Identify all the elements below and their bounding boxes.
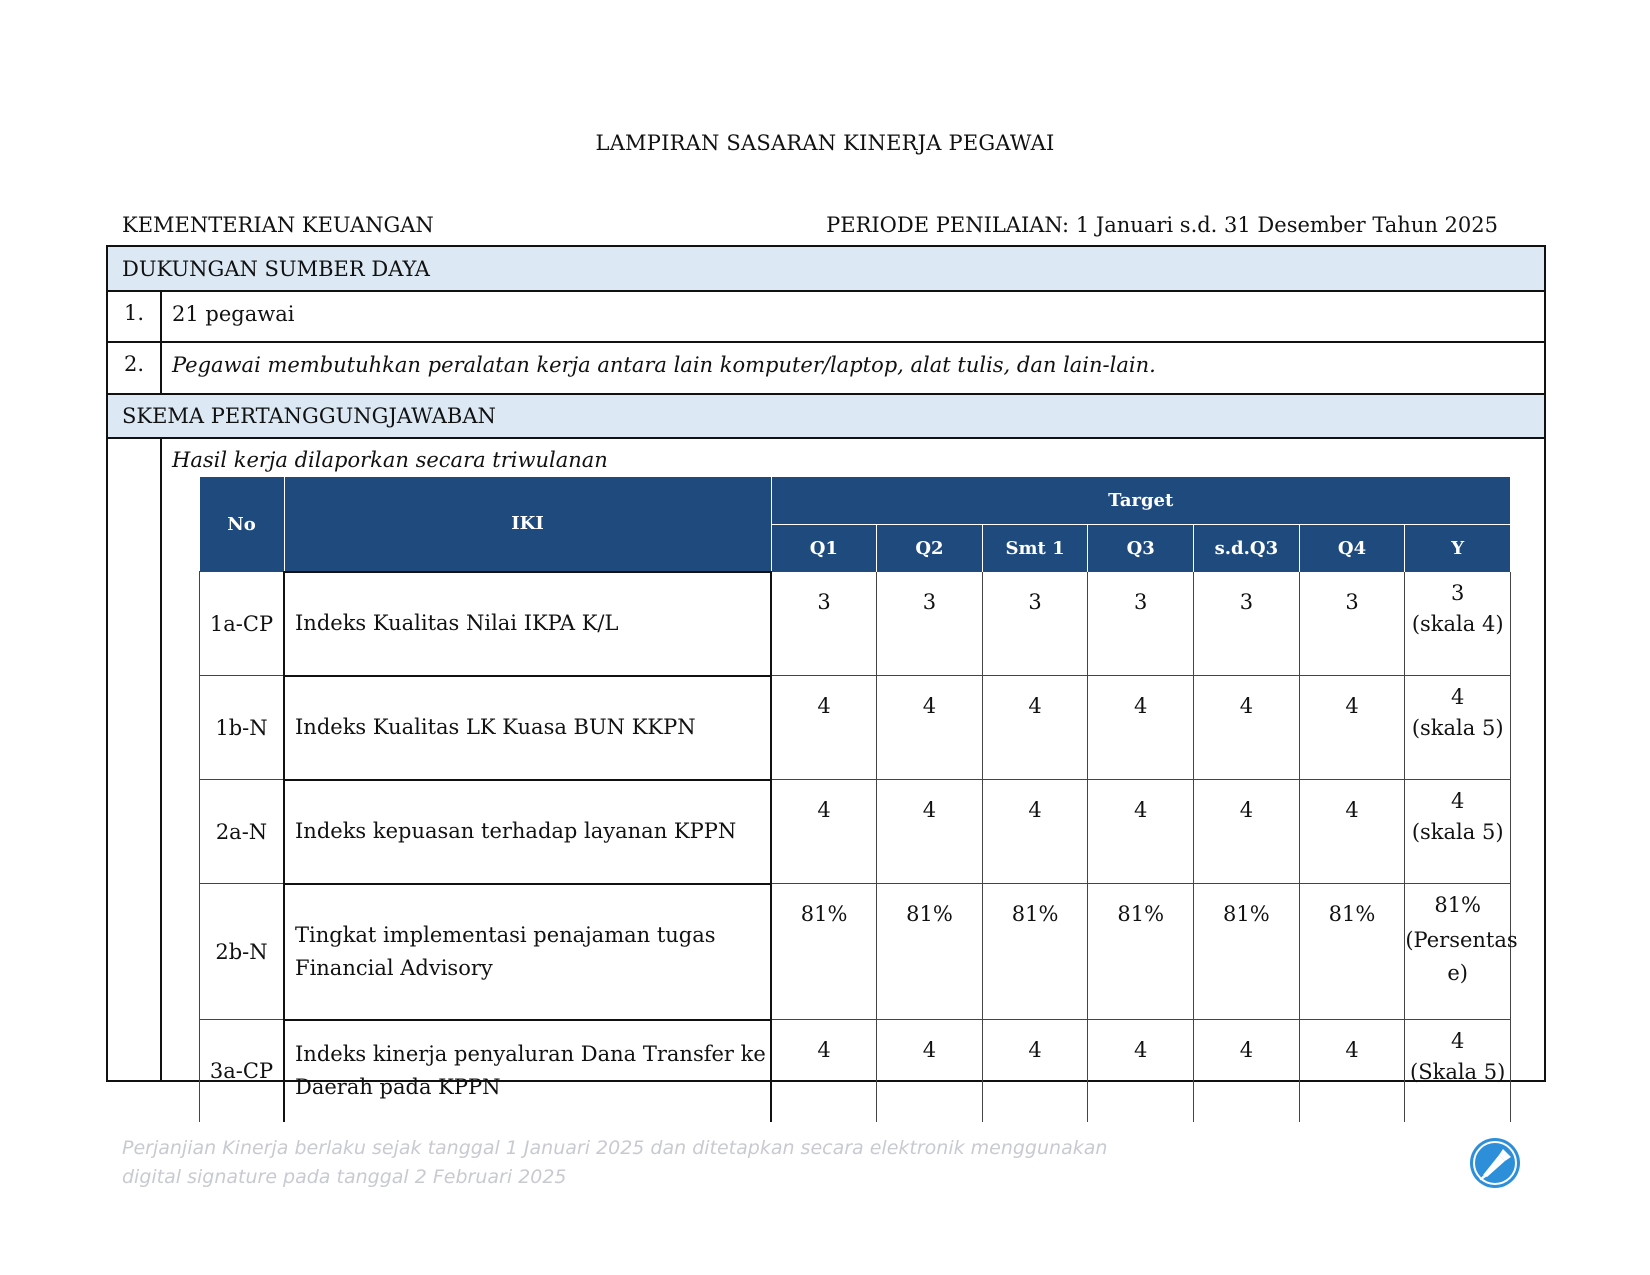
column-header-iki: IKI (284, 477, 771, 572)
footer-line: digital signature pada tanggal 2 Februari 2025 (122, 1166, 567, 1188)
target-value: 4 (877, 1020, 983, 1123)
annual-target-cell (1405, 780, 1511, 884)
column-header-period: Q2 (877, 525, 983, 572)
annual-target-scale: (skala 5) (1411, 820, 1504, 844)
skema-gutter (108, 439, 162, 1080)
annual-target-cell (1405, 884, 1518, 1020)
page-title: LAMPIRAN SASARAN KINERJA PEGAWAI (595, 131, 1055, 155)
skema-body (108, 439, 1544, 1100)
target-value: 3 (877, 572, 983, 676)
target-value: 3 (982, 572, 1088, 676)
row-number: 3a-CP (200, 1020, 285, 1123)
section-heading-dukungan: DUKUNGAN SUMBER DAYA (108, 247, 1544, 292)
table-row (200, 780, 1511, 884)
column-header-period: Smt 1 (982, 525, 1088, 572)
target-value: 4 (1194, 780, 1300, 884)
table-row (200, 676, 1511, 780)
column-header-period: Y (1405, 525, 1511, 572)
target-value: 81% (1299, 884, 1405, 1020)
target-value: 4 (1088, 676, 1194, 780)
target-value: 81% (1088, 884, 1194, 1020)
target-value: 4 (877, 676, 983, 780)
row-indicator-line: Daerah pada KPPN (295, 1075, 501, 1100)
target-value: 3 (771, 572, 877, 676)
target-value: 4 (1194, 676, 1300, 780)
row-indicator: Indeks Kualitas LK Kuasa BUN KKPN (284, 676, 771, 780)
column-header-target: Target (771, 477, 1511, 525)
dukungan-row (108, 292, 1544, 343)
row-indicator: Indeks Kualitas Nilai IKPA K/L (284, 572, 771, 676)
target-value: 3 (1088, 572, 1194, 676)
target-value: 81% (1194, 884, 1300, 1020)
dukungan-row-number: 1. (108, 292, 162, 341)
assessment-period: PERIODE PENILAIAN: 1 Januari s.d. 31 Desember Tahun 2025 (826, 213, 1498, 237)
target-value: 81% (982, 884, 1088, 1020)
annual-target-value: 3 (1450, 581, 1465, 605)
column-header-period: Q4 (1299, 525, 1405, 572)
column-header-period: Q3 (1088, 525, 1194, 572)
target-value: 81% (877, 884, 983, 1020)
target-value: 4 (1088, 780, 1194, 884)
annual-target-value: 4 (1450, 789, 1465, 813)
column-header-period: s.d.Q3 (1194, 525, 1300, 572)
column-header-period: Q1 (771, 525, 877, 572)
dukungan-row-text: 21 pegawai (172, 302, 295, 326)
row-indicator (284, 1020, 771, 1123)
annual-target-value: 4 (1450, 1029, 1465, 1053)
annual-target-scale: (skala 4) (1411, 612, 1504, 636)
annual-target-value: 81% (1434, 893, 1482, 917)
target-value: 4 (982, 1020, 1088, 1123)
target-value: 4 (1299, 1020, 1405, 1123)
row-indicator-line: Financial Advisory (295, 955, 493, 980)
annual-target-scale: (skala 5) (1411, 716, 1504, 740)
organization-name: KEMENTERIAN KEUANGAN (122, 213, 434, 237)
pen-nib-signature-icon (1469, 1137, 1521, 1189)
row-indicator-line: Indeks kinerja penyaluran Dana Transfer ke (295, 1042, 766, 1067)
target-value: 81% (771, 884, 877, 1020)
target-value: 3 (1194, 572, 1300, 676)
row-number: 1a-CP (200, 572, 285, 676)
annual-target-scale: e) (1447, 961, 1468, 985)
target-table (199, 477, 1518, 1122)
annual-target-scale: (Skala 5) (1410, 1060, 1506, 1084)
table-row (200, 884, 1511, 1020)
row-indicator: Indeks kepuasan terhadap layanan KPPN (284, 780, 771, 884)
reporting-note: Hasil kerja dilaporkan secara triwulanan (172, 448, 608, 472)
annual-target-cell (1405, 572, 1511, 676)
row-indicator-line: Tingkat implementasi penajaman tugas (295, 922, 716, 947)
table-row (200, 572, 1511, 676)
row-indicator (284, 884, 771, 1020)
section-heading-skema: SKEMA PERTANGGUNGJAWABAN (108, 395, 1544, 439)
row-number: 1b-N (200, 676, 285, 780)
annual-target-value: 4 (1450, 685, 1465, 709)
dukungan-row-number: 2. (108, 343, 162, 393)
attachment-frame (106, 245, 1546, 1100)
target-value: 4 (982, 676, 1088, 780)
footer-note (122, 1134, 1107, 1192)
target-value: 4 (771, 780, 877, 884)
target-value: 4 (1194, 1020, 1300, 1123)
annual-target-cell (1405, 676, 1511, 780)
row-number: 2b-N (200, 884, 285, 1020)
row-number: 2a-N (200, 780, 285, 884)
dukungan-row (108, 343, 1544, 395)
target-value: 4 (771, 676, 877, 780)
table-row (200, 1020, 1511, 1123)
target-value: 4 (1299, 780, 1405, 884)
target-value: 4 (771, 1020, 877, 1123)
annual-target-scale: (Persentas (1405, 928, 1518, 952)
target-value: 4 (1299, 676, 1405, 780)
target-value: 4 (1088, 1020, 1194, 1123)
target-value: 3 (1299, 572, 1405, 676)
annual-target-cell (1405, 1020, 1511, 1123)
target-value: 4 (982, 780, 1088, 884)
target-value: 4 (877, 780, 983, 884)
dukungan-row-text: Pegawai membutuhkan peralatan kerja antara lain komputer/laptop, alat tulis, dan lain-lain. (172, 353, 1156, 377)
column-header-no: No (200, 477, 285, 572)
footer-line: Perjanjian Kinerja berlaku sejak tanggal 1 Januari 2025 dan ditetapkan secara elektronik menggunakan (122, 1137, 1108, 1159)
